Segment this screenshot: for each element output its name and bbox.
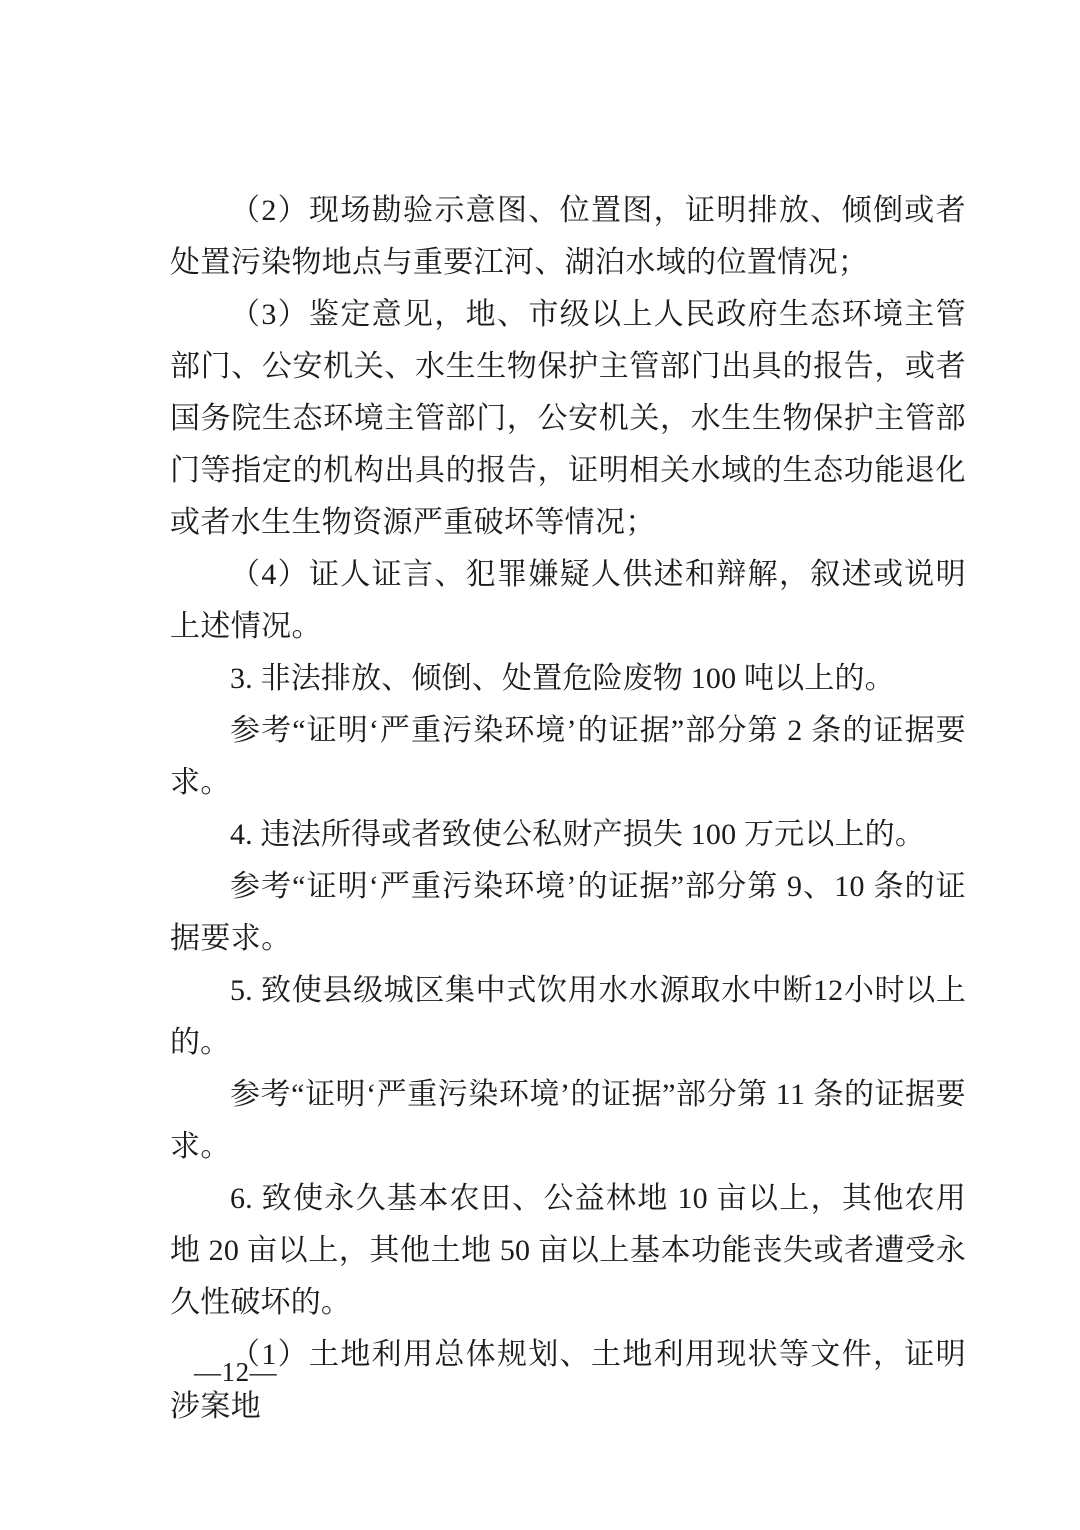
paragraph-clause-4-reference: 参考“证明‘严重污染环境’的证据”部分第 9、10 条的证据要求。 — [170, 870, 966, 955]
paragraph-clause-6-sub-1: （1）土地利用总体规划、土地利用现状等文件，证明涉案地 — [170, 1338, 966, 1423]
paragraph-clause-5-heading: 5. 致使县级城区集中式饮用水水源取水中断12小时以上的。 — [170, 974, 966, 1059]
paragraph-clause-6-heading: 6. 致使永久基本农田、公益林地 10 亩以上，其他农用地 20 亩以上，其他土地 50 亩以上基本功能丧失或者遭受永久性破坏的。 — [170, 1182, 966, 1319]
paragraph-clause-3-heading: 3. 非法排放、倾倒、处置危险废物 100 吨以上的。 — [230, 662, 895, 695]
paragraph-clause-5-reference: 参考“证明‘严重污染环境’的证据”部分第 11 条的证据要求。 — [170, 1078, 966, 1163]
page-number-footer: —12— — [194, 1357, 278, 1387]
document-body-column — [170, 185, 966, 1433]
paragraph-item-3-expert-opinion: （3）鉴定意见，地、市级以上人民政府生态环境主管部门、公安机关、水生生物保护主管部门出具的报告，或者国务院生态环境主管部门，公安机关，水生生物保护主管部门等指定的机构出具的报告，证明相关水域的生态功能退化或者水生生物资源严重破坏等情况； — [170, 298, 966, 539]
paragraph-item-4-witness-testimony: （4）证人证言、犯罪嫌疑人供述和辩解，叙述或说明上述情况。 — [170, 558, 966, 643]
paragraph-clause-4-heading: 4. 违法所得或者致使公私财产损失 100 万元以上的。 — [230, 818, 926, 851]
paragraph-clause-3-reference: 参考“证明‘严重污染环境’的证据”部分第 2 条的证据要求。 — [170, 714, 966, 799]
paragraph-item-2-sketch-map: （2）现场勘验示意图、位置图，证明排放、倾倒或者处置污染物地点与重要江河、湖泊水域的位置情况； — [170, 194, 966, 279]
